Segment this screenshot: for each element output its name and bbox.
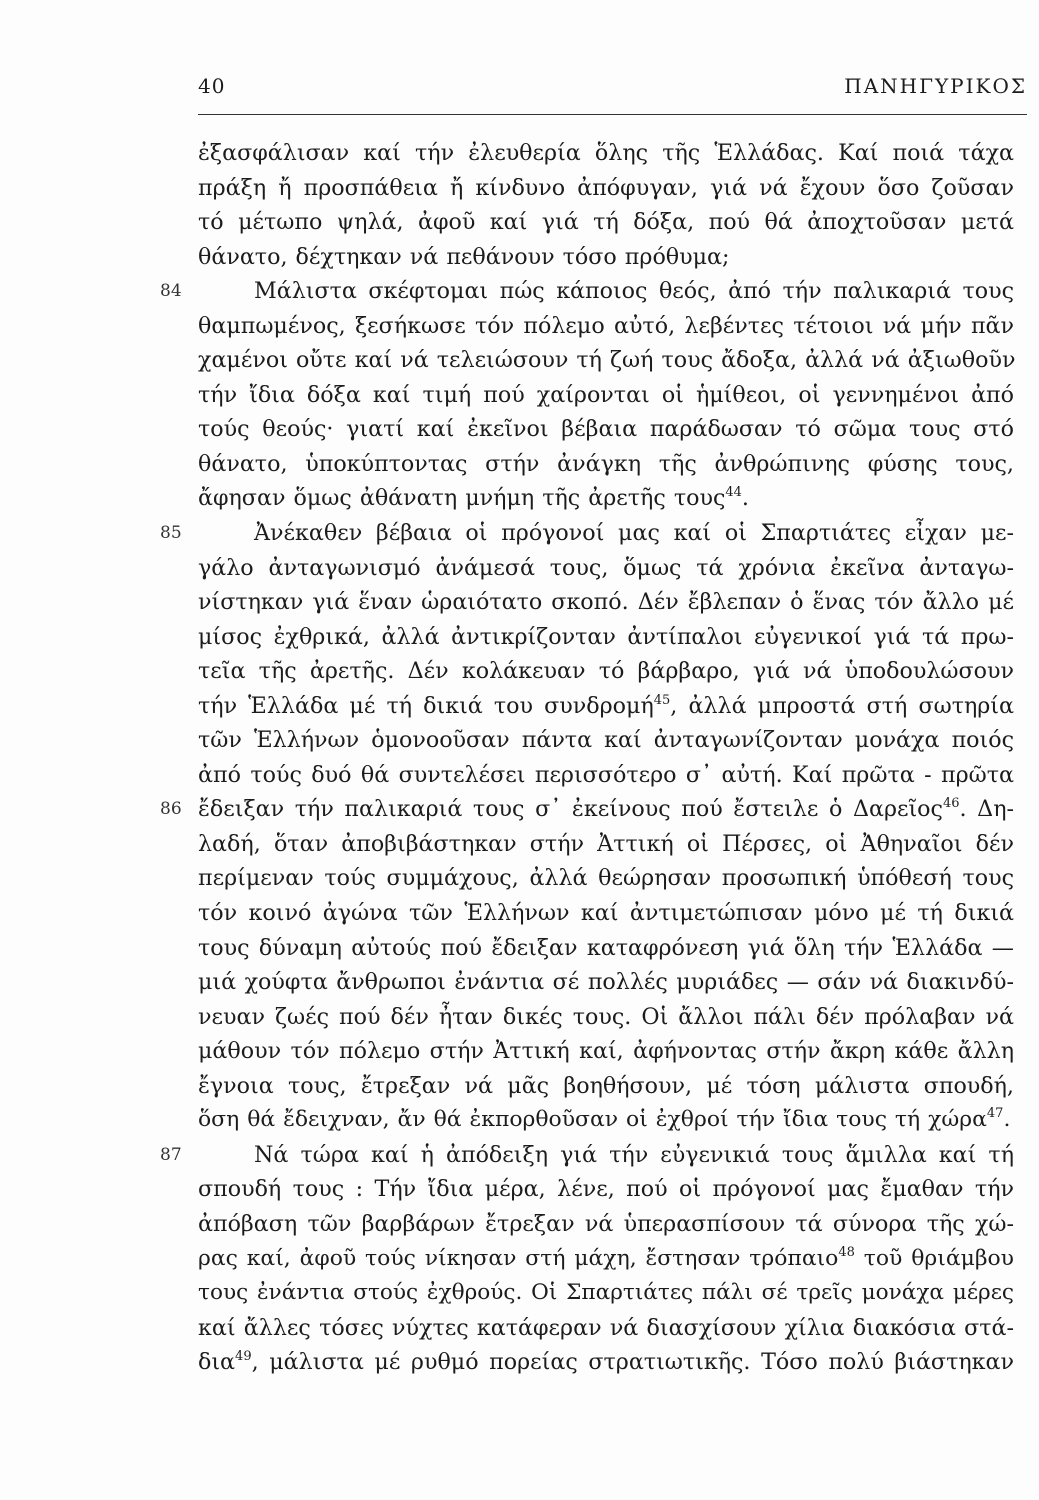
line-text: ὅση θά ἔδειχναν, ἄν θά ἐκπορθοῦσαν οἱ ἐχθροί τήν ἴδια τους τή χώρα <box>198 1107 987 1133</box>
footnote-marker: 47 <box>986 1106 1004 1122</box>
text-line <box>198 447 1014 482</box>
text-line <box>198 240 1014 275</box>
text-line <box>198 965 1014 1000</box>
page-number: 40 <box>198 74 226 98</box>
line-text: ἔδειξαν τήν παλικαριά τους σ᾽ ἐκείνους πού ἔστειλε ὁ Δαρεῖος <box>198 796 943 823</box>
line-text: μάθουν τόν πόλεμο στήν Ἀττική καί, ἀφήνοντας στήν ἄκρη κάθε ἄλλη <box>198 1038 1014 1065</box>
line-text: πράξη ἤ προσπάθεια ἤ κίνδυνο ἀπόφυγαν, γιά νά ἔχουν ὅσο ζοῦσαν <box>198 174 1014 201</box>
line-text: ἀπόβαση τῶν βαρβάρων ἔτρεξαν νά ὑπερασπίσουν τά σύνορα τῆς χώ- <box>198 1210 1014 1237</box>
text-line <box>198 620 1014 655</box>
running-title: ΠΑΝΗΓΥΡΙΚΟΣ <box>844 74 1027 98</box>
text-line <box>198 1345 1014 1380</box>
section-number: 86 <box>160 799 182 820</box>
text-line <box>198 343 1014 378</box>
line-text: τους ἐνάντια στούς ἐχθρούς. Οἱ Σπαρτιάτες πάλι σέ τρεῖς μονάχα μέρες <box>198 1280 1014 1306</box>
text-line <box>198 378 1014 413</box>
text-line <box>198 205 1014 240</box>
line-text: θαμπωμένος, ξεσήκωσε τόν πόλεμο αὐτό, λεβέντες τέτοιοι νά μήν πᾶν <box>198 312 1014 339</box>
line-text-continued: , ἀλλά μπροστά στή σωτηρία <box>670 692 1014 719</box>
text-line <box>198 896 1014 931</box>
line-text: καί ἄλλες τόσες νύχτες κατάφεραν νά διασχίσουν χίλια διακόσια στά- <box>198 1314 1014 1341</box>
text-line <box>198 758 1014 793</box>
line-text: τῶν Ἑλλήνων ὁμονοοῦσαν πάντα καί ἀνταγωνίζονταν μονάχα ποιός <box>198 727 1014 754</box>
text-line <box>198 1034 1014 1069</box>
line-text: ἄφησαν ὅμως ἀθάνατη μνήμη τῆς ἀρετῆς τους <box>198 485 726 512</box>
line-text: τόν κοινό ἀγώνα τῶν Ἑλλήνων καί ἀντιμετώπισαν μόνο μέ τή δικιά <box>198 900 1014 927</box>
line-text: ρας καί, ἀφοῦ τούς νίκησαν στή μάχη, ἔστησαν τρόπαιο <box>198 1245 839 1271</box>
text-line <box>198 689 1014 724</box>
body-text <box>160 136 1016 1380</box>
line-text: τήν Ἑλλάδα μέ τή δικιά του συνδρομή <box>198 692 654 719</box>
text-line <box>198 931 1014 966</box>
line-text: Νά τώρα καί ἡ ἀπόδειξη γιά τήν εὐγενικιά τους ἅμιλλα καί τή <box>254 1141 1014 1168</box>
text-line <box>198 1276 1014 1311</box>
line-text: ἔγνοια τους, ἔτρεξαν νά μᾶς βοηθήσουν, μέ τόση μάλιστα σπουδή, <box>198 1072 1014 1099</box>
line-text: μίσος ἐχθρικά, ἀλλά ἀντικρίζονταν ἀντίπαλοι εὐγενικοί γιά τά πρω- <box>198 623 1014 650</box>
line-text-continued: . Δη- <box>959 796 1014 823</box>
line-text: ἀπό τούς δυό θά συντελέσει περισσότερο σ᾽ αὐτή. Καί πρῶτα - πρῶτα <box>198 761 1014 788</box>
line-text: μιά χούφτα ἄνθρωποι ἐνάντια σέ πολλές μυριάδες — σάν νά διακινδύ- <box>198 969 1014 996</box>
line-text: γάλο ἀνταγωνισμό ἀνάμεσά τους, ὅμως τά χρόνια ἐκεῖνα ἀνταγω- <box>198 554 1014 581</box>
text-line <box>198 585 1014 620</box>
footnote-marker: 45 <box>653 692 671 708</box>
line-text: θάνατο, ὑποκύπτοντας στήν ἀνάγκη τῆς ἀνθρώπινης φύσης τους, <box>198 450 1014 477</box>
footnote-marker: 46 <box>942 796 960 812</box>
text-line <box>198 827 1014 862</box>
text-line <box>198 1103 1014 1138</box>
text-line <box>198 723 1014 758</box>
footnote-marker: 44 <box>725 485 742 501</box>
line-text-continued: τοῦ θριάμβου <box>854 1245 1014 1271</box>
line-text: τους δύναμη αὐτούς πού ἔδειξαν καταφρόνεση γιά ὅλη τήν Ἑλλάδα — <box>198 934 1014 961</box>
section-number: 84 <box>160 281 182 302</box>
text-line <box>198 1207 1014 1242</box>
line-text-continued: . <box>741 485 749 512</box>
text-line <box>198 1172 1014 1207</box>
line-text: περίμεναν τούς συμμάχους, ἀλλά θεώρησαν προσωπική ὑπόθεσή τους <box>198 865 1014 892</box>
line-text: δια <box>198 1349 236 1376</box>
text-line <box>198 412 1014 447</box>
text-line <box>160 792 1014 827</box>
line-text: τό μέτωπο ψηλά, ἀφοῦ καί γιά τή δόξα, πού θά ἀποχτοῦσαν μετά <box>198 209 1014 236</box>
text-line <box>198 309 1014 344</box>
page-header <box>198 70 1027 115</box>
text-line <box>198 136 1014 171</box>
text-line <box>198 1311 1014 1346</box>
text-line <box>198 1000 1014 1035</box>
footnote-marker: 49 <box>235 1349 252 1365</box>
section-number: 85 <box>160 523 182 544</box>
line-text: Μάλιστα σκέφτομαι πώς κάποιος θεός, ἀπό τήν παλικαριά τους <box>254 278 1014 305</box>
line-text: σπουδή τους : Τήν ἴδια μέρα, λένε, πού οἱ πρόγονοί μας ἔμαθαν τήν <box>198 1176 1014 1203</box>
line-text: Ἀνέκαθεν βέβαια οἱ πρόγονοί μας καί οἱ Σπαρτιάτες εἶχαν με- <box>254 520 1014 547</box>
line-text: λαδή, ὅταν ἀποβιβάστηκαν στήν Ἀττική οἱ Πέρσες, οἱ Ἀθηναῖοι δέν <box>198 830 1014 857</box>
text-line <box>160 274 1014 309</box>
text-line <box>198 861 1014 896</box>
footnote-marker: 48 <box>838 1244 855 1260</box>
line-text: χαμένοι οὔτε καί νά τελειώσουν τή ζωή τους ἄδοξα, ἀλλά νά ἀξιωθοῦν <box>198 347 1016 374</box>
line-text: θάνατο, δέχτηκαν νά πεθάνουν τόσο πρόθυμα; <box>198 243 730 270</box>
text-line <box>160 516 1014 551</box>
line-text-continued: . <box>1003 1107 1011 1133</box>
line-text: τήν ἴδια δόξα καί τιμή πού χαίρονται οἱ ἡμίθεοι, οἱ γεννημένοι ἀπό <box>198 381 1014 408</box>
line-text: νίστηκαν γιά ἕναν ὡραιότατο σκοπό. Δέν ἔβλεπαν ὁ ἕνας τόν ἄλλο μέ <box>198 589 1014 616</box>
text-line <box>198 551 1014 586</box>
line-text: τούς θεούς· γιατί καί ἐκεῖνοι βέβαια παράδωσαν τό σῶμα τους στό <box>198 416 1014 443</box>
text-line <box>160 1138 1014 1173</box>
line-text-continued: , μάλιστα μέ ρυθμό πορείας στρατιωτικῆς. Τόσο πολύ βιάστηκαν <box>251 1349 1014 1376</box>
text-line <box>198 654 1014 689</box>
line-text: ἐξασφάλισαν καί τήν ἐλευθερία ὅλης τῆς Ἑλλάδας. Καί ποιά τάχα <box>198 140 1014 166</box>
section-number: 87 <box>160 1144 182 1165</box>
text-line <box>198 1069 1014 1104</box>
text-line <box>198 481 1014 516</box>
text-line <box>198 171 1014 206</box>
text-line <box>198 1242 1014 1277</box>
line-text: τεῖα τῆς ἀρετῆς. Δέν κολάκευαν τό βάρβαρο, γιά νά ὑποδουλώσουν <box>198 658 1014 685</box>
line-text: νευαν ζωές πού δέν ἦταν δικές τους. Οἱ ἄλλοι πάλι δέν πρόλαβαν νά <box>198 1003 1014 1030</box>
